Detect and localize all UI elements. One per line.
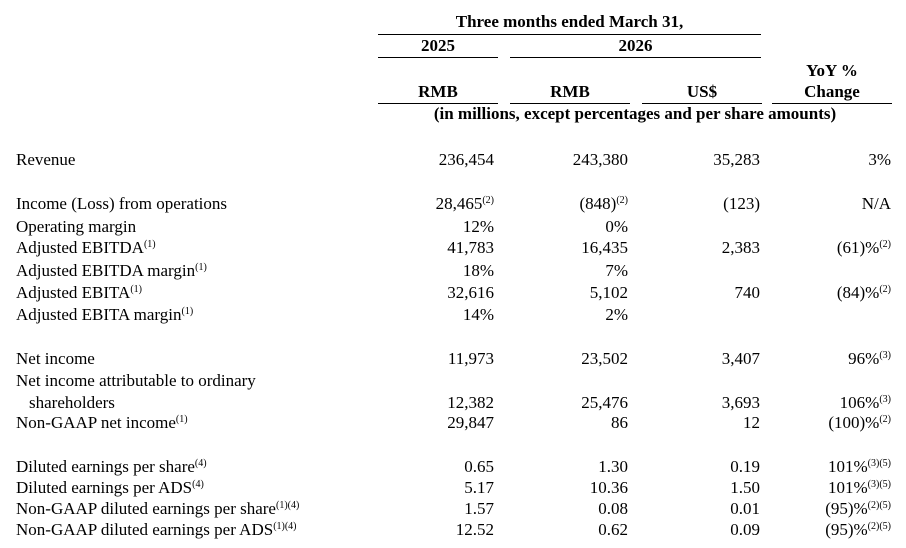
- cell-usd: [650, 194, 760, 214]
- cell-yoy-footnote: (2): [879, 239, 891, 250]
- cell-yoy-text: 101%: [828, 457, 868, 476]
- cell-rmb-2025-text: 11,973: [447, 349, 494, 368]
- row-label-footnote: (1): [195, 262, 207, 273]
- cell-usd: [650, 478, 760, 498]
- cell-rmb-2025-text: 12,382: [447, 393, 494, 412]
- cell-rmb-2026-text: (848): [579, 194, 617, 213]
- cell-usd-text: 740: [734, 283, 760, 302]
- year-2025-heading: 2025: [421, 36, 455, 55]
- cell-rmb-2025: [384, 499, 494, 519]
- row-label-text: shareholders: [29, 393, 115, 412]
- row-label-text: Income (Loss) from operations: [16, 194, 228, 213]
- year-2025-underline: [378, 57, 498, 58]
- cell-rmb-2026: [518, 349, 628, 369]
- row-label: [16, 499, 299, 519]
- year-2026-underline: [510, 57, 761, 58]
- row-label-footnote: (1)(4): [275, 500, 300, 511]
- row-label: [29, 393, 115, 413]
- cell-rmb-2026: [518, 217, 628, 237]
- cell-rmb-2025-text: 236,454: [438, 150, 494, 169]
- row-label: [16, 457, 207, 477]
- cell-usd-text: 3,407: [721, 349, 760, 368]
- cell-rmb-2026-text: 25,476: [581, 393, 628, 412]
- cell-rmb-2025: [384, 217, 494, 237]
- cell-yoy-footnote: (2)(5): [867, 500, 891, 511]
- row-label: [16, 478, 204, 498]
- cell-usd-text: 1.50: [730, 478, 760, 497]
- cell-rmb-2026: [518, 499, 628, 519]
- cell-rmb-2025: [384, 150, 494, 170]
- cell-yoy: [761, 283, 891, 303]
- cell-yoy: [761, 499, 891, 519]
- units-note: (in millions, except percentages and per share amounts): [433, 104, 837, 123]
- cell-rmb-2025-text: 18%: [462, 261, 494, 280]
- row-label-text: Operating margin: [16, 217, 137, 236]
- cell-rmb-2025-text: 0.65: [464, 457, 494, 476]
- row-label: [16, 194, 227, 214]
- row-label-text: Non-GAAP net income: [16, 413, 176, 432]
- row-label: [16, 413, 188, 433]
- yoy-heading-line2: Change: [804, 82, 860, 101]
- year-2026-heading: 2026: [618, 36, 653, 55]
- row-label-text: Adjusted EBITA margin: [16, 305, 182, 324]
- cell-rmb-2025: [384, 305, 494, 325]
- yoy-heading-line1: YoY %: [806, 61, 858, 80]
- cell-rmb-2025-text: 12%: [462, 217, 494, 236]
- row-label-text: Net income attributable to ordinary: [16, 371, 256, 390]
- currency-rmb-2025: RMB: [418, 82, 458, 101]
- cell-yoy-text: (95)%: [825, 520, 868, 539]
- cell-usd: [650, 349, 760, 369]
- cell-rmb-2025-text: 28,465: [435, 194, 483, 213]
- row-label: [16, 283, 142, 303]
- row-label: [16, 150, 75, 170]
- cell-rmb-2026: [518, 238, 628, 258]
- cell-yoy-footnote: (3): [879, 394, 891, 405]
- cell-yoy: [761, 194, 891, 214]
- cell-yoy: [761, 413, 891, 433]
- cell-yoy-text: 96%: [848, 349, 880, 368]
- cell-yoy-footnote: (3)(5): [867, 458, 891, 469]
- cell-yoy: [761, 238, 891, 258]
- row-label-footnote: (1): [143, 239, 156, 250]
- cell-usd-text: (123): [723, 194, 760, 213]
- cell-yoy: [761, 150, 891, 170]
- cell-rmb-2025: [384, 349, 494, 369]
- row-label-text: Adjusted EBITDA: [16, 238, 144, 257]
- row-label: [16, 261, 207, 281]
- cell-rmb-2025: [384, 457, 494, 477]
- cell-yoy-footnote: (2): [879, 414, 891, 425]
- cell-usd: [650, 393, 760, 413]
- row-label-text: Net income: [16, 349, 95, 368]
- cell-yoy: [761, 478, 891, 498]
- row-label-footnote: (1): [130, 284, 142, 295]
- cell-usd-text: 2,383: [721, 238, 760, 257]
- cell-rmb-2025: [384, 238, 494, 258]
- cell-yoy-text: (95)%: [825, 499, 868, 518]
- cell-rmb-2026-text: 7%: [605, 261, 628, 280]
- cell-usd: [650, 520, 760, 540]
- cell-yoy-text: (61)%: [836, 238, 880, 257]
- cell-rmb-2026: [518, 305, 628, 325]
- cell-rmb-2026: [518, 520, 628, 540]
- row-label-text: Revenue: [16, 150, 76, 169]
- cell-rmb-2026-text: 23,502: [581, 349, 628, 368]
- row-label-footnote: (1): [175, 414, 188, 425]
- cell-rmb-2026-text: 10.36: [589, 478, 628, 497]
- cell-yoy-footnote: (2): [879, 284, 891, 295]
- cell-rmb-2025-text: 5.17: [464, 478, 494, 497]
- row-label-text: Diluted earnings per share: [16, 457, 195, 476]
- cell-rmb-2026-text: 86: [611, 413, 628, 432]
- cell-yoy: [761, 457, 891, 477]
- row-label: [16, 371, 256, 391]
- cell-rmb-2026: [518, 194, 628, 214]
- cell-rmb-2026-text: 16,435: [581, 238, 628, 257]
- cell-yoy: [761, 349, 891, 369]
- cell-usd-text: 0.19: [730, 457, 760, 476]
- cell-usd-text: 3,693: [721, 393, 760, 412]
- cell-yoy-text: 3%: [868, 150, 891, 169]
- cell-yoy-text: 101%: [828, 478, 868, 497]
- row-label: [16, 520, 297, 540]
- row-label-footnote: (4): [192, 479, 204, 490]
- cell-rmb-2025-text: 14%: [462, 305, 494, 324]
- row-label-footnote: (1): [181, 306, 194, 317]
- cell-yoy-text: 106%: [839, 393, 880, 412]
- row-label-footnote: (4): [194, 458, 207, 469]
- cell-rmb-2025: [384, 194, 494, 214]
- cell-usd: [650, 457, 760, 477]
- cell-usd-text: 0.01: [730, 499, 760, 518]
- cell-rmb-2026-text: 5,102: [589, 283, 628, 302]
- cell-rmb-2026: [518, 457, 628, 477]
- cell-rmb-2026-text: 2%: [605, 305, 628, 324]
- row-label-text: Non-GAAP diluted earnings per ADS: [16, 520, 274, 539]
- cell-rmb-2025-text: 1.57: [464, 499, 494, 518]
- cell-usd: [650, 238, 760, 258]
- cell-usd: [650, 499, 760, 519]
- cell-rmb-2025: [384, 283, 494, 303]
- cell-rmb-2026: [518, 283, 628, 303]
- cell-rmb-2025: [384, 478, 494, 498]
- cell-usd-text: 12: [743, 413, 760, 432]
- cell-yoy-text: (100)%: [828, 413, 880, 432]
- cell-usd: [650, 150, 760, 170]
- currency-usd: US$: [686, 82, 718, 101]
- row-label: [16, 305, 193, 325]
- cell-usd: [650, 413, 760, 433]
- cell-rmb-2025-text: 41,783: [447, 238, 494, 257]
- cell-rmb-2026-text: 243,380: [572, 150, 628, 169]
- cell-usd: [650, 283, 760, 303]
- row-label-text: Adjusted EBITA: [16, 283, 131, 302]
- cell-rmb-2025-footnote: (2): [482, 195, 494, 206]
- cell-usd-text: 0.09: [730, 520, 760, 539]
- cell-rmb-2025-text: 12.52: [455, 520, 494, 539]
- cell-usd-text: 35,283: [713, 150, 760, 169]
- cell-rmb-2026: [518, 150, 628, 170]
- cell-rmb-2025: [384, 261, 494, 281]
- cell-yoy-footnote: (2)(5): [867, 521, 891, 532]
- cell-yoy: [761, 393, 891, 413]
- period-underline: [378, 34, 761, 35]
- cell-rmb-2025: [384, 393, 494, 413]
- row-label-text: Diluted earnings per ADS: [16, 478, 193, 497]
- cell-rmb-2025: [384, 413, 494, 433]
- cell-rmb-2025-text: 32,616: [447, 283, 494, 302]
- cell-rmb-2026-footnote: (2): [616, 195, 628, 206]
- row-label: [16, 217, 136, 237]
- cell-rmb-2026: [518, 261, 628, 281]
- cell-rmb-2026-text: 0.08: [598, 499, 628, 518]
- cell-rmb-2026: [518, 393, 628, 413]
- cell-rmb-2025-text: 29,847: [447, 413, 494, 432]
- cell-rmb-2026: [518, 413, 628, 433]
- currency-rmb-2026: RMB: [550, 82, 590, 101]
- cell-yoy-footnote: (3): [879, 350, 891, 361]
- cell-yoy-footnote: (3)(5): [867, 479, 891, 490]
- row-label-text: Adjusted EBITDA margin: [16, 261, 196, 280]
- cell-rmb-2026: [518, 478, 628, 498]
- cell-yoy-text: (84)%: [836, 283, 880, 302]
- row-label: [16, 238, 156, 258]
- cell-yoy: [761, 520, 891, 540]
- period-heading: Three months ended March 31,: [455, 12, 684, 31]
- cell-rmb-2025: [384, 520, 494, 540]
- cell-rmb-2026-text: 0.62: [598, 520, 628, 539]
- cell-yoy-text: N/A: [861, 194, 891, 213]
- row-label-footnote: (1)(4): [273, 521, 297, 532]
- row-label-text: Non-GAAP diluted earnings per share: [16, 499, 276, 518]
- cell-rmb-2026-text: 1.30: [598, 457, 628, 476]
- cell-rmb-2026-text: 0%: [605, 217, 628, 236]
- row-label: [16, 349, 95, 369]
